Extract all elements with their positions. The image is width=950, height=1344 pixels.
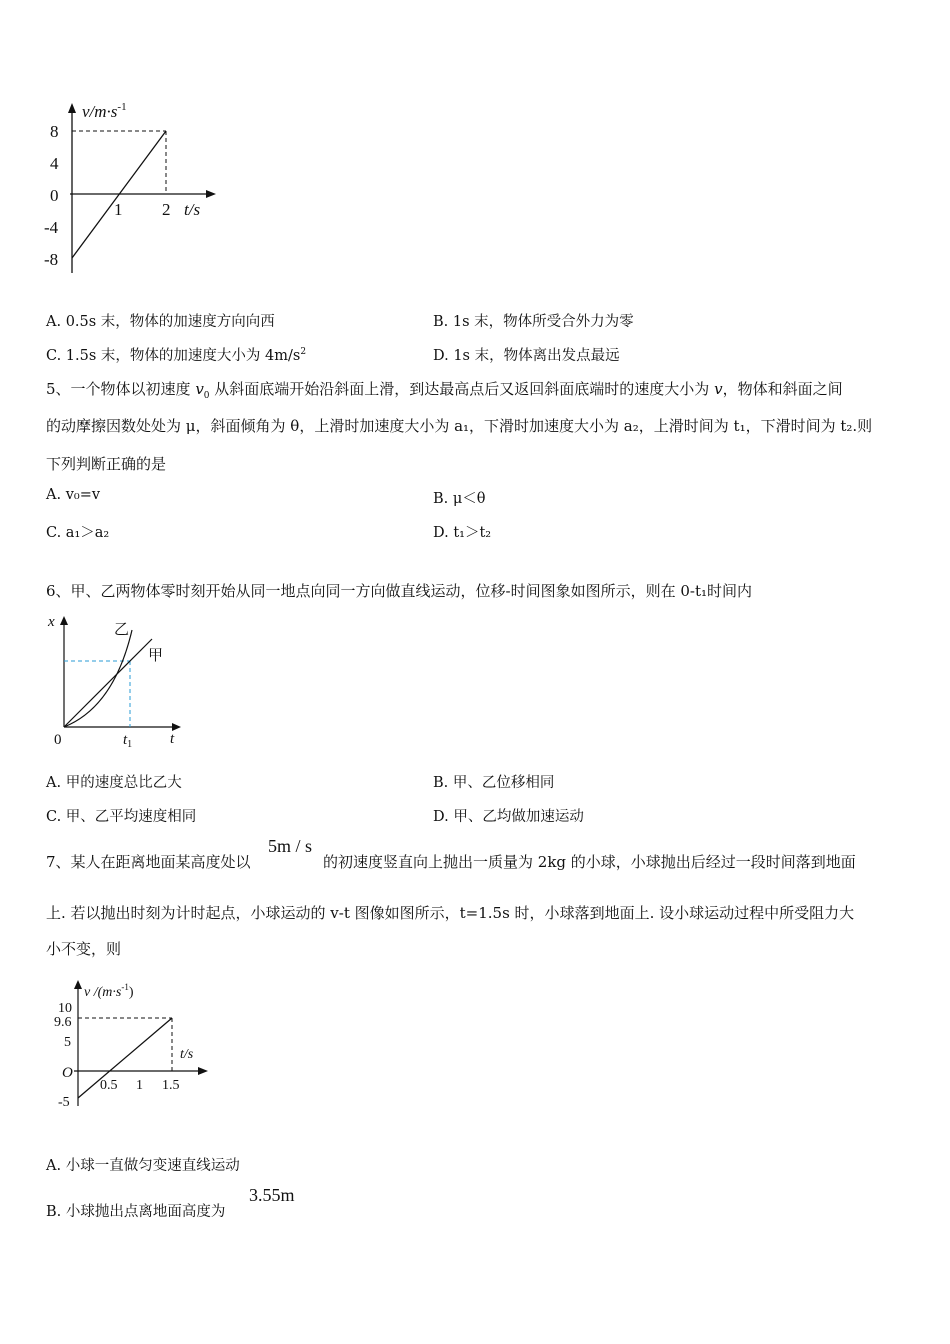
svg-text:乙: 乙	[114, 622, 130, 638]
svg-text:1: 1	[136, 1078, 143, 1093]
q7-line2: 上. 若以抛出时刻为计时起点，小球运动的 v-t 图像如图所示，t=1.5s 时，小球落到地面上. 设小球运动过程中所受阻力大	[46, 904, 855, 922]
g1-ytick: 4	[50, 154, 59, 173]
g1-axis-x: t/s	[184, 200, 201, 219]
svg-text:t: t	[170, 731, 175, 747]
q7-height: 3.55m	[249, 1185, 295, 1205]
q6-option-c: C. 甲、乙平均速度相同	[46, 809, 197, 825]
q6-option-d: D. 甲、乙均做加速运动	[433, 809, 584, 825]
svg-text:x: x	[48, 614, 55, 630]
q5-option-d: D. t₁＞t₂	[433, 525, 492, 541]
svg-text:1.5: 1.5	[162, 1078, 180, 1093]
svg-text:10: 10	[58, 1001, 72, 1016]
g1-axis-y: $v/m\cdot s^{-1}$	[82, 101, 127, 121]
svg-text:t1: $t_1$	[123, 732, 133, 750]
svg-text:t/s: t/s	[180, 1047, 194, 1062]
q5-option-a: A. v₀=v	[46, 487, 101, 503]
q6-option-b: B. 甲、乙位移相同	[433, 775, 555, 791]
q4-option-a: A. 0.5s 末，物体的加速度方向向西	[46, 314, 275, 330]
svg-text:O: O	[62, 1065, 73, 1081]
q6-option-a: A. 甲的速度总比乙大	[46, 775, 182, 791]
svg-text:-5: -5	[58, 1095, 70, 1110]
g1-ytick: 0	[50, 186, 59, 205]
line-jia	[64, 639, 152, 727]
g1-ytick: 8	[50, 122, 59, 141]
graph1-vt	[40, 95, 230, 285]
graph-q7-vt	[54, 976, 224, 1116]
q7-speed: 5m / s	[268, 836, 313, 856]
q7-vt-line	[78, 1018, 172, 1098]
g1-xtick: 1	[114, 200, 123, 219]
q4-option-c: C. 1.5s 末，物体的加速度大小为 $4m/s^2$	[46, 347, 307, 364]
g1-xtick: 2	[162, 200, 171, 219]
q5-option-b: B. μ＜θ	[433, 491, 486, 507]
svg-text:0: 0	[54, 732, 62, 748]
q4-option-d: D. 1s 末，物体离出发点最远	[433, 348, 620, 364]
q7-line1b: 的初速度竖直向上抛出一质量为 2kg 的小球，小球抛出后经过一段时间落到地面	[323, 853, 856, 871]
g1-ytick: -4	[44, 218, 59, 237]
svg-text:5: 5	[64, 1035, 71, 1050]
svg-text:甲: 甲	[148, 648, 164, 664]
svg-text:v /(m·s-1): v $/(m\cdot s^{-1})$	[84, 982, 134, 1000]
q5-line3: 下列判断正确的是	[46, 455, 167, 473]
q6-text: 6、甲、乙两物体零时刻开始从同一地点向同一方向做直线运动，位移-时间图象如图所示，则在 0-t₁时间内	[46, 582, 753, 600]
q7-option-b: B. 小球抛出点离地面高度为	[46, 1204, 226, 1220]
curve-yi	[64, 630, 132, 727]
q4-option-b: B. 1s 末，物体所受合外力为零	[433, 314, 634, 330]
graph-q6-xt	[44, 612, 194, 752]
q7-option-a: A. 小球一直做匀变速直线运动	[46, 1158, 240, 1174]
q5-line2: 的动摩擦因数处处为 μ，斜面倾角为 θ，上滑时加速度大小为 a₁，下滑时加速度大小为 a₂，上滑时间为 t₁，下滑时间为 t₂.则	[46, 417, 873, 435]
q5-option-c: C. a₁＞a₂	[46, 525, 110, 541]
svg-text:0.5: 0.5	[100, 1078, 118, 1093]
g1-ytick: -8	[44, 250, 59, 269]
q7-line3: 小不变，则	[46, 940, 122, 958]
svg-text:9.6: 9.6	[54, 1015, 72, 1030]
q7-line1: 7、某人在距离地面某高度处以	[46, 853, 251, 871]
q5-line1: 5、一个物体以初速度 $v_0$ 从斜面底端开始沿斜面上滑，到达最高点后又返回斜面底端时的速度大小为 v，物体和斜面之间	[46, 380, 843, 401]
